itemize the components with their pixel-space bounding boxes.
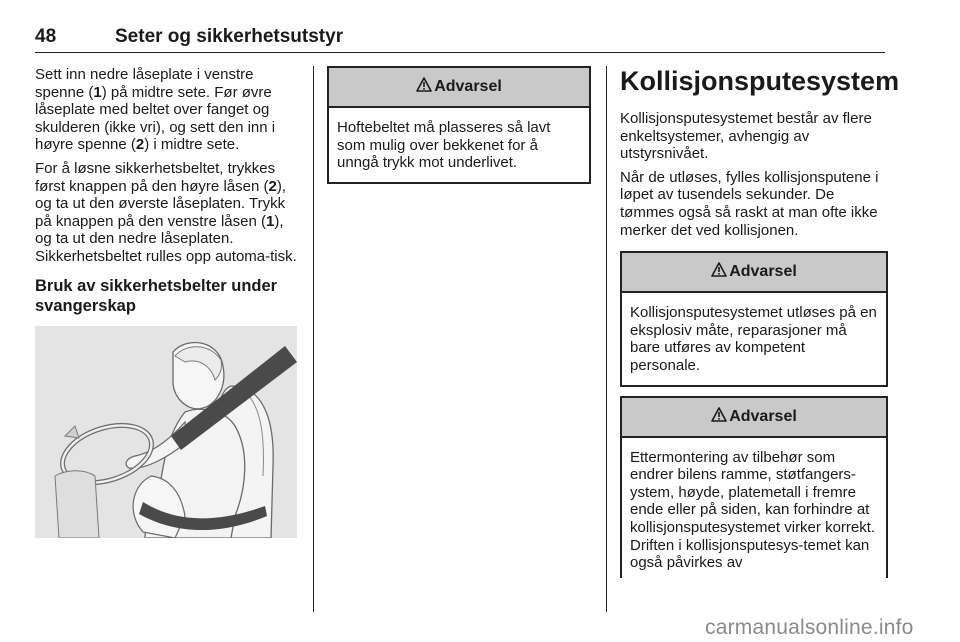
warning-title: Advarsel [434, 78, 502, 95]
pregnancy-subheading: Bruk av sikkerhetsbelter under svangerskap [35, 276, 278, 315]
warning-body [329, 108, 589, 182]
buckle-instruction-paragraph: Sett inn nedre låseplate i venstre spenne (1) på midtre sete. Før øvre låseplate med beltet over fanget og skulderen (ikke vri), og sett den inn i høyre spenne (2) i midtre sete. [35, 66, 276, 154]
warning-box [620, 396, 888, 578]
column-middle [327, 66, 591, 193]
section-title: Kollisjonsputesystem [620, 66, 900, 96]
warning-box [327, 66, 591, 184]
pregnant-driver-seatbelt-illustration [35, 326, 297, 538]
warning-text: Kollisjonsputesystemet utløses på en eksplosiv måte, reparasjoner må bare utføres av kompetent personale. [630, 304, 877, 374]
warning-body [622, 293, 886, 384]
warning-text: Hoftebeltet må plasseres så lavt som mulig over bekkenet for å unngå trykk mot underlivet. [337, 119, 551, 172]
warning-header [622, 253, 886, 293]
release-instruction-paragraph: For å løsne sikkerhetsbeltet, trykkes først knappen på den høyre låsen (2), og ta ut den øverste låseplaten. Trykk på knappen på den venstre låsen (1), og ta ut den nedre låseplaten. Sikkerhetsbeltet rulles opp automa-tisk. [35, 159, 297, 265]
warning-triangle-icon [711, 407, 727, 427]
warning-header [622, 398, 886, 438]
warning-triangle-icon [711, 262, 727, 282]
column-divider [606, 66, 607, 612]
watermark: carmanualsonline.info [705, 616, 914, 639]
warning-body [622, 438, 886, 578]
column-divider [313, 66, 314, 612]
warning-header [329, 68, 589, 108]
page-number: 48 [35, 26, 57, 47]
page-header [35, 26, 885, 53]
airbag-deploy-paragraph: Når de utløses, fylles kollisjonsputene i løpet av tusendels sekunder. De tømmes også så raskt at man ofte ikke merker det ved kollisjonen. [620, 168, 879, 239]
warning-box [620, 251, 888, 386]
warning-title: Advarsel [729, 263, 797, 281]
warning-triangle-icon [416, 77, 432, 97]
column-right [620, 66, 900, 587]
running-title: Seter og sikkerhetsutstyr [115, 26, 344, 47]
warning-title: Advarsel [729, 407, 797, 425]
warning-text: Ettermontering av tilbehør som endrer bilens ramme, støtfangers-ystem, høyde, platemetall i fremre ende eller på siden, kan forhindre at kollisjonsputesystemet virker korrekt. Driften i kollisjonsputesys-temet kan også påvirkes av [630, 448, 876, 572]
column-left [35, 66, 301, 538]
airbag-intro-paragraph: Kollisjonsputesystemet består av flere enkeltsystemer, avhengig av utstyrsnivået. [620, 110, 872, 163]
